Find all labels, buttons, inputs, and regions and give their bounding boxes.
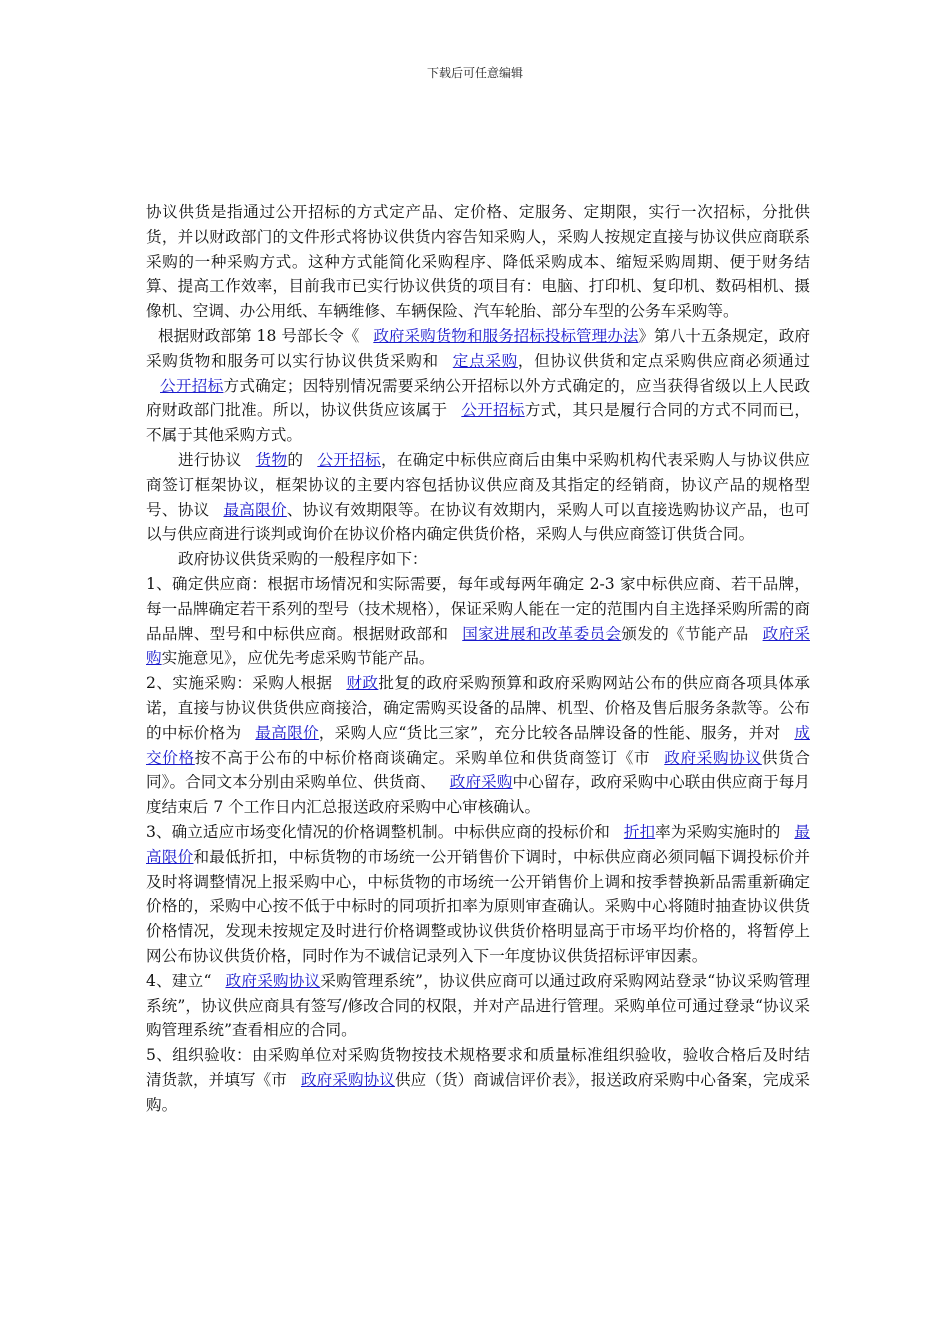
paragraph-legal-basis: 根据财政部第 18 号部长令《 政府采购货物和服务招标投标管理办法》第八十五条规定，政府采购货物和服务可以实行协议供货采购和 定点采购，但协议供货和定点采购供应商必须通过公开招标方式确定；因特别情况需要采纳公开招标以外方式确定的，应当获得省级以上人民政府财政部门批准。所以，协议供货应该属于 公开招标方式，其只是履行合同的方式不同而已，不属于其他采购方式。 [146,326,810,445]
paragraph-framework-agreement: 进行协议 货物的 公开招标，在确定中标供应商后由集中采购机构代表采购人与协议供应商签订框架协议，框架协议的主要内容包括协议供应商及其指定的经销商，协议产品的规格型号、协议 最高限价、协议有效期限等。在协议有效期内，采购人可以直接选购协议产品，也可以与供应商进行谈判或询价在协议价格内确定供货价格，采购人与供应商签订供货合同。 [146,450,810,544]
step-1: 1、确定供应商：根据市场情况和实际需要，每年或每两年确定 2-3 家中标供应商、若干品牌，每一品牌确定若干系列的型号（技术规格），保证采购人能在一定的范围内自主选择采购所需的商品品牌、型号和中标供应商。根据财政部和 国家进展和改革委员会颁发的《节能产品 政府采购实施意见》，应优先考虑采购节能产品。 [146,574,810,668]
link-transaction-price[interactable]: 成交价格 [146,723,810,767]
link-public-tender[interactable]: 公开招标 [461,401,525,420]
step-5: 5、组织验收：由采购单位对采购货物按技术规格要求和质量标准组织验收，验收合格后及时结清货款，并填写《市 政府采购协议供应（货）商诚信评价表》，报送政府采购中心备案，完成采购。 [146,1046,810,1114]
step-2: 2、实施采购：采购人根据 财政批复的政府采购预算和政府采购网站公布的供应商各项具体承诺，直接与协议供货供应商接洽，确定需购买设备的品牌、机型、价格及售后服务条款等。公布的中标价格为 最高限价，采购人应“货比三家”，充分比较各品牌设备的性能、服务，并对 成交价格按不高于公布的中标价格商谈确定。采购单位和供货商签订《市 政府采购协议供货合同》。合同文本分别由采购单位、供货商、 政府采购中心留存，政府采购中心联由供应商于每月度结束后 7 个工作日内汇总报送政府采购中心审核确认。 [146,674,810,817]
link-ndrc[interactable]: 国家进展和改革委员会 [462,624,622,643]
step-3: 3、确立适应市场变化情况的价格调整机制。中标供应商的投标价和 折扣率为采购实施时的 最高限价和最低折扣，中标货物的市场统一公开销售价下调时，中标供应商必须同幅下调投标价并及时将调整情况上报采购中心，中标货物的市场统一公开销售价上调和按季替换新品需重新确定价格的，采购中心按不低于中标时的同项折扣率为原则审查确认。采购中心将随时抽查协议供货价格情况，发现未按规定及时进行价格调整或协议供货价格明显高于市场平均价格的，将暂停上网公布协议供货价格，同时作为不诚信记录列入下一年度协议供货招标评审因素。 [146,822,810,965]
link-max-price[interactable]: 最高限价 [255,723,319,742]
link-max-price[interactable]: 最高限价 [223,500,287,519]
link-procurement-agreement[interactable]: 政府采购协议 [300,1070,395,1089]
link-procurement-agreement[interactable]: 政府采购协议 [225,971,321,990]
link-finance[interactable]: 财政 [346,674,379,693]
link-public-tender[interactable]: 公开招标 [317,450,381,469]
link-discount[interactable]: 折扣 [623,822,656,841]
link-public-tender[interactable]: 公开招标 [160,376,224,395]
link-procurement-regulation[interactable]: 政府采购货物和服务招标投标管理办法 [373,326,639,345]
link-fixed-point-procurement[interactable]: 定点采购 [452,351,518,370]
link-max-price[interactable]: 最高限价 [146,822,810,866]
step-4: 4、建立“ 政府采购协议采购管理系统”，协议供应商可以通过政府采购网站登录“协议采购管理系统”，协议供应商具有签写/修改合同的权限，并对产品进行管理。采购单位可通过登录“协议采购管理系统”查看相应的合同。 [146,971,810,1040]
link-goods[interactable]: 货物 [255,450,288,469]
document-body [146,200,810,1117]
link-government-procurement[interactable]: 政府采购 [146,624,810,668]
link-procurement-agreement[interactable]: 政府采购协议 [664,748,762,767]
paragraph-definition: 协议供货是指通过公开招标的方式定产品、定价格、定服务、定期限，实行一次招标，分批供货，并以财政部门的文件形式将协议供货内容告知采购人，采购人按规定直接与协议供应商联系采购的一种采购方式。这种方式能简化采购程序、降低采购成本、缩短采购周期、便于财务结算、提高工作效率，目前我市已实行协议供货的项目有：电脑、打印机、复印机、数码相机、摄像机、空调、办公用纸、车辆维修、车辆保险、汽车轮胎、部分车型的公务车采购等。 [146,203,810,321]
page-header: 下载后可任意编辑 [426,66,523,80]
paragraph-procedure-intro: 政府协议供货采购的一般程序如下： [178,550,428,569]
link-government-procurement[interactable]: 政府采购 [449,773,513,792]
